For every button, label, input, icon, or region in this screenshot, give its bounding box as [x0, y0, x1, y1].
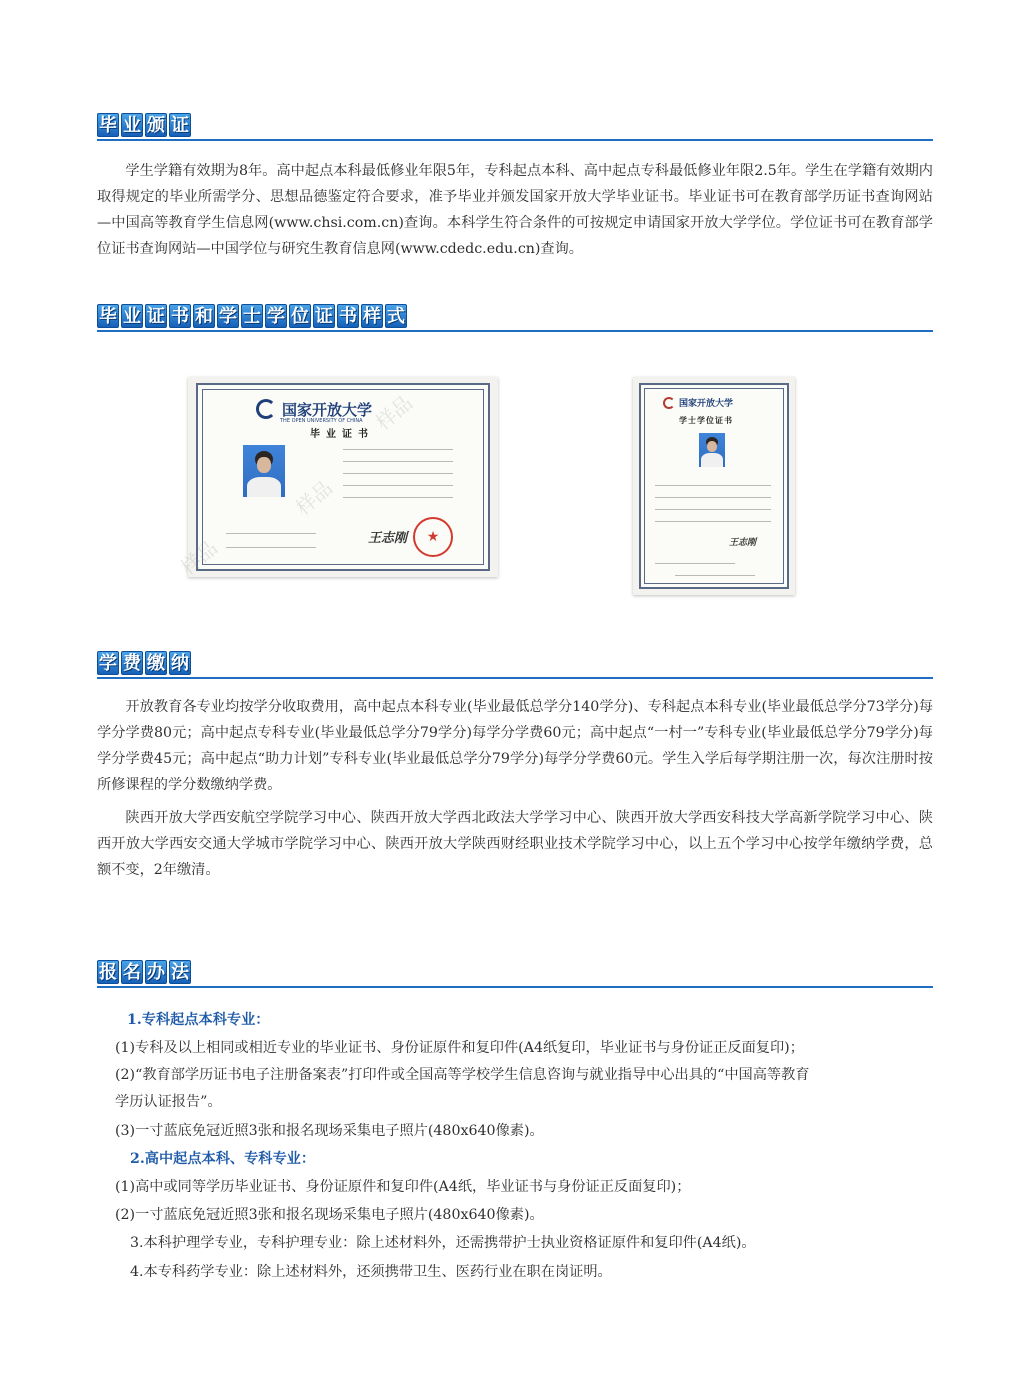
- heading-char: 纳: [171, 653, 189, 674]
- registration-item: (1)专科及以上相同或相近专业的毕业证书、身份证原件和复印件(A4纸复印，毕业证书与身份证正反面复印)；: [115, 1040, 804, 1056]
- heading-char: 缴: [147, 653, 165, 674]
- heading-rule: [97, 677, 933, 679]
- fees-paragraph-2: 陕西开放大学西安航空学院学习中心、陕西开放大学西北政法大学学习中心、陕西开放大学西安科技大学高新学院学习中心、陕西开放大学西安交通大学城市学院学习中心、陕西开放大学陕西财经职业技术学院学习中心，以上五个学习中心按学年缴纳学费，总额不变，2年缴清。: [97, 810, 933, 878]
- section-heading-fees: [97, 651, 933, 681]
- fees-paragraph-1: 开放教育各专业均按学分收取费用，高中起点本科专业(毕业最低总学分140学分)、专科起点本科专业(毕业最低总学分73学分)每学分学费80元；高中起点专科专业(毕业最低总学分79学分)每学分学费60元；高中起点“一村一”专科专业(毕业最低总学分79学分)每学分学费45元；高中起点“助力计划”专科专业(毕业最低总学分79学分)每学分学费60元。学生入学后每学期注册一次，每次注册时按所修课程的学分数缴纳学费。: [97, 699, 933, 793]
- heading-char: 证: [315, 306, 333, 327]
- registration-item: (3)一寸蓝底免冠近照3张和报名现场采集电子照片(480x640像素)。: [115, 1123, 544, 1139]
- heading-char: 业: [123, 115, 141, 136]
- heading-char: 名: [123, 962, 141, 983]
- registration-item: (2)“教育部学历证书电子注册备案表”打印件或全国高等学校学生信息咨询与就业指导中心出具的“中国高等教育: [115, 1067, 810, 1083]
- heading-char: 位: [291, 306, 309, 327]
- watermark-text: 样品: [290, 475, 337, 520]
- diploma-portrait: [243, 445, 285, 497]
- diploma-certificate-image: [175, 377, 498, 580]
- degree-signature: 王志刚: [729, 538, 757, 548]
- registration-heading-2: 2.高中起点本科、专科专业：: [130, 1151, 316, 1167]
- section-heading-certificates: [97, 304, 933, 334]
- heading-title: [97, 960, 193, 986]
- heading-char: 毕: [99, 115, 117, 136]
- registration-item: 学历认证报告”。: [115, 1094, 222, 1110]
- heading-char: 和: [195, 306, 213, 327]
- degree-logo-text: 国家开放大学: [679, 399, 734, 409]
- registration-item: (2)一寸蓝底免冠近照3张和报名现场采集电子照片(480x640像素)。: [115, 1207, 544, 1223]
- heading-char: 书: [171, 306, 189, 327]
- heading-rule: [97, 330, 933, 332]
- diploma-logo-en: THE OPEN UNIVERSITY OF CHINA: [280, 418, 363, 424]
- university-logo-icon: [663, 397, 675, 409]
- heading-char: 样: [363, 306, 381, 327]
- heading-title: [97, 113, 193, 139]
- degree-portrait: [699, 433, 725, 467]
- diploma-title: 毕业证书: [310, 429, 374, 440]
- heading-char: 学: [99, 653, 117, 674]
- heading-char: 证: [171, 115, 189, 136]
- heading-char: 报: [99, 962, 117, 983]
- graduation-paragraph: 学生学籍有效期为8年。高中起点本科最低修业年限5年，专科起点本科、高中起点专科最低修业年限2.5年。学生在学籍有效期内取得规定的毕业所需学分、思想品德鉴定符合要求，准予毕业并颁发国家开放大学毕业证书。毕业证书可在教育部学历证书查询网站—中国高等教育学生信息网(www.chsi.com.cn)查询。本科学生符合条件的可按规定申请国家开放大学学位。学位证书可在教育部学位证书查询网站—中国学位与研究生教育信息网(www.cdedc.edu.cn)查询。: [97, 163, 933, 257]
- diploma-seal-icon: ★: [413, 517, 453, 557]
- section-heading-graduation: [97, 113, 933, 143]
- watermark-text: 样品: [370, 390, 417, 435]
- heading-char: 办: [147, 962, 165, 983]
- degree-title: 学士学位证书: [679, 416, 733, 425]
- heading-char: 毕: [99, 306, 117, 327]
- heading-char: 费: [123, 653, 141, 674]
- section-heading-registration: [97, 960, 933, 990]
- registration-item: 4.本专科药学专业：除上述材料外，还须携带卫生、医药行业在职在岗证明。: [130, 1264, 612, 1280]
- diploma-logo-text: 国家开放大学: [282, 401, 373, 419]
- diploma-signature: 王志刚: [368, 531, 408, 546]
- registration-item: (1)高中或同等学历毕业证书、身份证原件和复印件(A4纸，毕业证书与身份证正反面复印)；: [115, 1179, 691, 1195]
- heading-title: [97, 651, 193, 677]
- heading-char: 颁: [147, 115, 165, 136]
- heading-char: 法: [171, 962, 189, 983]
- heading-char: 学: [267, 306, 285, 327]
- heading-char: 学: [219, 306, 237, 327]
- heading-char: 士: [243, 306, 261, 327]
- university-logo-icon: [256, 399, 276, 419]
- heading-title: [97, 304, 409, 330]
- heading-char: 式: [387, 306, 405, 327]
- registration-heading-1: 1.专科起点本科专业：: [127, 1012, 270, 1028]
- heading-char: 书: [339, 306, 357, 327]
- heading-char: 业: [123, 306, 141, 327]
- registration-item: 3.本科护理学专业，专科护理专业：除上述材料外，还需携带护士执业资格证原件和复印件(A4纸)。: [130, 1235, 756, 1251]
- degree-certificate-image: [633, 377, 795, 595]
- watermark-text: 样品: [175, 535, 222, 580]
- heading-char: 证: [147, 306, 165, 327]
- heading-rule: [97, 139, 933, 141]
- heading-rule: [97, 986, 933, 988]
